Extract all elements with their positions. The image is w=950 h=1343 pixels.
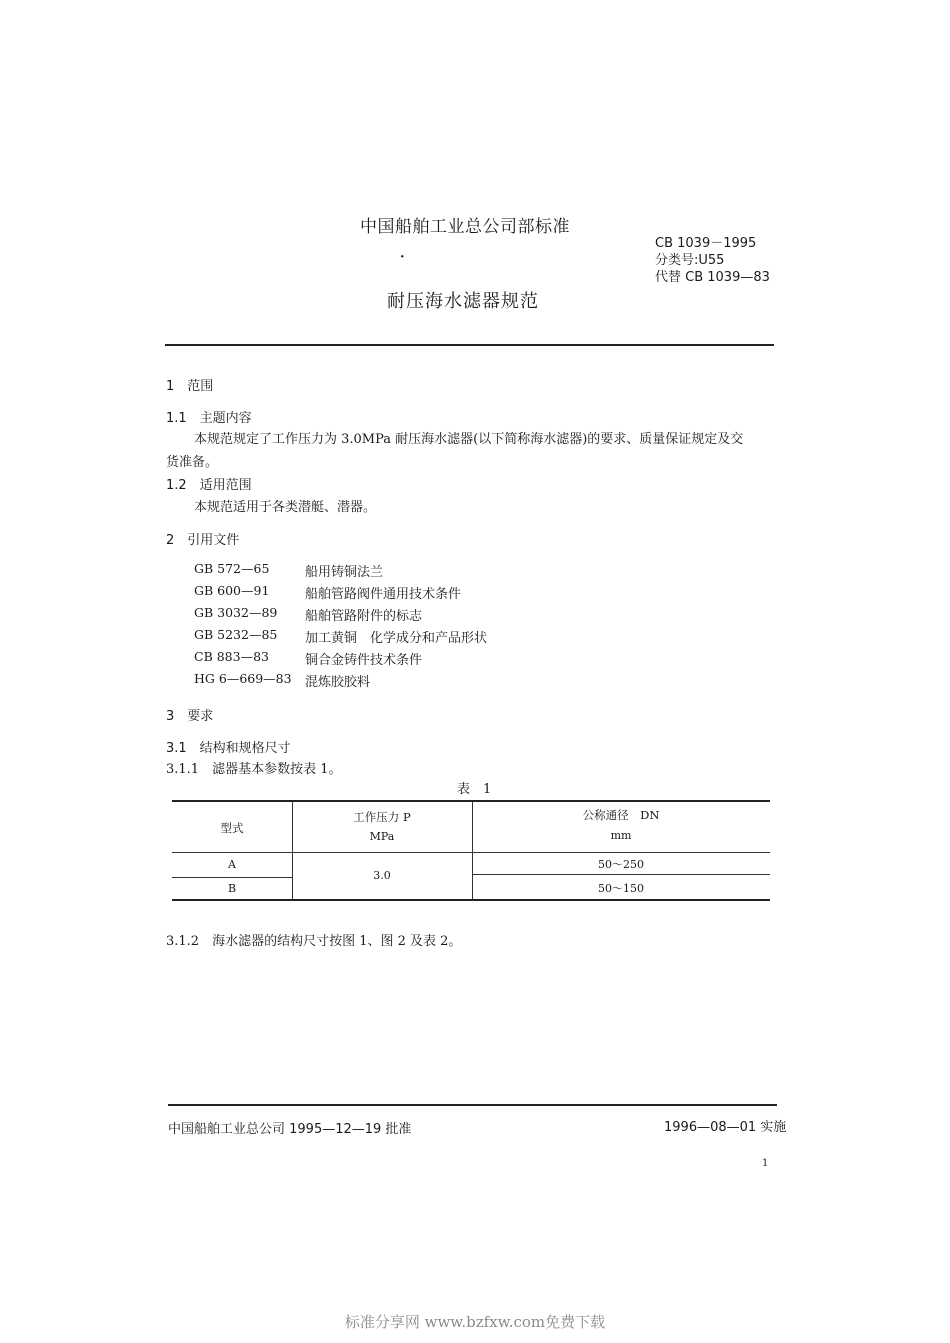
reference-name: 船舶管路附件的标志	[305, 609, 423, 624]
reference-code: GB 600—91	[194, 583, 270, 598]
row-b-dn: 50～150	[598, 882, 644, 895]
table-bottom-rule	[172, 899, 770, 901]
replaces-code: 代替 CB 1039—83	[655, 270, 770, 285]
header-rule	[165, 344, 774, 346]
section-1-2-text: 本规范适用于各类潜艇、潜器。	[194, 500, 377, 515]
col-header-pressure-unit: MPa	[369, 830, 395, 843]
section-3-title: 3 要求	[166, 709, 214, 724]
page-number: 1	[762, 1158, 769, 1169]
col-header-dn-unit: mm	[610, 829, 632, 842]
row-b-type: B	[227, 882, 237, 895]
table-row-rule	[472, 874, 770, 875]
col-header-pressure: 工作压力 P	[353, 810, 411, 824]
reference-name: 船用铸铜法兰	[305, 565, 384, 580]
table-header-rule	[172, 852, 770, 853]
section-1-title: 1 范围	[166, 379, 214, 394]
footer-rule	[168, 1104, 777, 1106]
row-a-dn: 50～250	[598, 858, 644, 871]
row-a-type: A	[228, 858, 236, 871]
col-header-type: 型式	[220, 821, 244, 835]
reference-code: GB 3032—89	[194, 605, 278, 620]
effective-date: 1996—08—01 实施	[664, 1120, 787, 1135]
watermark-text: 标准分享网 www.bzfxw.com免费下载	[344, 1313, 606, 1331]
org-title: 中国船舶工业总公司部标准	[360, 217, 570, 237]
section-1-2-title: 1.2 适用范围	[166, 478, 252, 493]
reference-name: 铜合金铸件技术条件	[305, 653, 423, 668]
section-1-1-title: 1.1 主题内容	[166, 411, 252, 426]
section-3-1-2-text: 3.1.2 海水滤器的结构尺寸按图 1、图 2 及表 2。	[166, 934, 462, 949]
reference-code: GB 5232—85	[194, 627, 278, 642]
reference-name: 船舶管路阀件通用技术条件	[305, 587, 462, 602]
standard-code: CB 1039－1995	[655, 236, 757, 251]
reference-code: CB 883—83	[194, 649, 269, 664]
reference-code: HG 6—669—83	[194, 671, 292, 686]
classification-number: 分类号:U55	[655, 253, 725, 268]
reference-name: 加工黄铜 化学成分和产品形状	[305, 631, 488, 646]
section-3-1-1-text: 3.1.1 滤器基本参数按表 1。	[166, 762, 342, 777]
document-title: 耐压海水滤器规范	[387, 291, 539, 312]
table-caption: 表 1	[457, 782, 492, 797]
section-3-1-title: 3.1 结构和规格尺寸	[166, 741, 291, 756]
pressure-value: 3.0	[373, 869, 391, 882]
dot-mark: ·	[400, 250, 405, 265]
section-1-1-text: 本规范规定了工作压力为 3.0MPa 耐压海水滤器(以下简称海水滤器)的要求、质量保证规定及交	[194, 432, 744, 447]
table-row-rule	[172, 877, 292, 878]
reference-code: GB 572—65	[194, 561, 270, 576]
reference-name: 混炼胶胶料	[305, 675, 371, 690]
section-1-1-text-cont: 货准备。	[166, 455, 219, 470]
section-2-title: 2 引用文件	[166, 533, 240, 548]
col-header-dn: 公称通径 DN	[582, 808, 660, 822]
approval-line: 中国船舶工业总公司 1995—12—19 批准	[168, 1122, 412, 1137]
table-top-rule	[172, 800, 770, 802]
